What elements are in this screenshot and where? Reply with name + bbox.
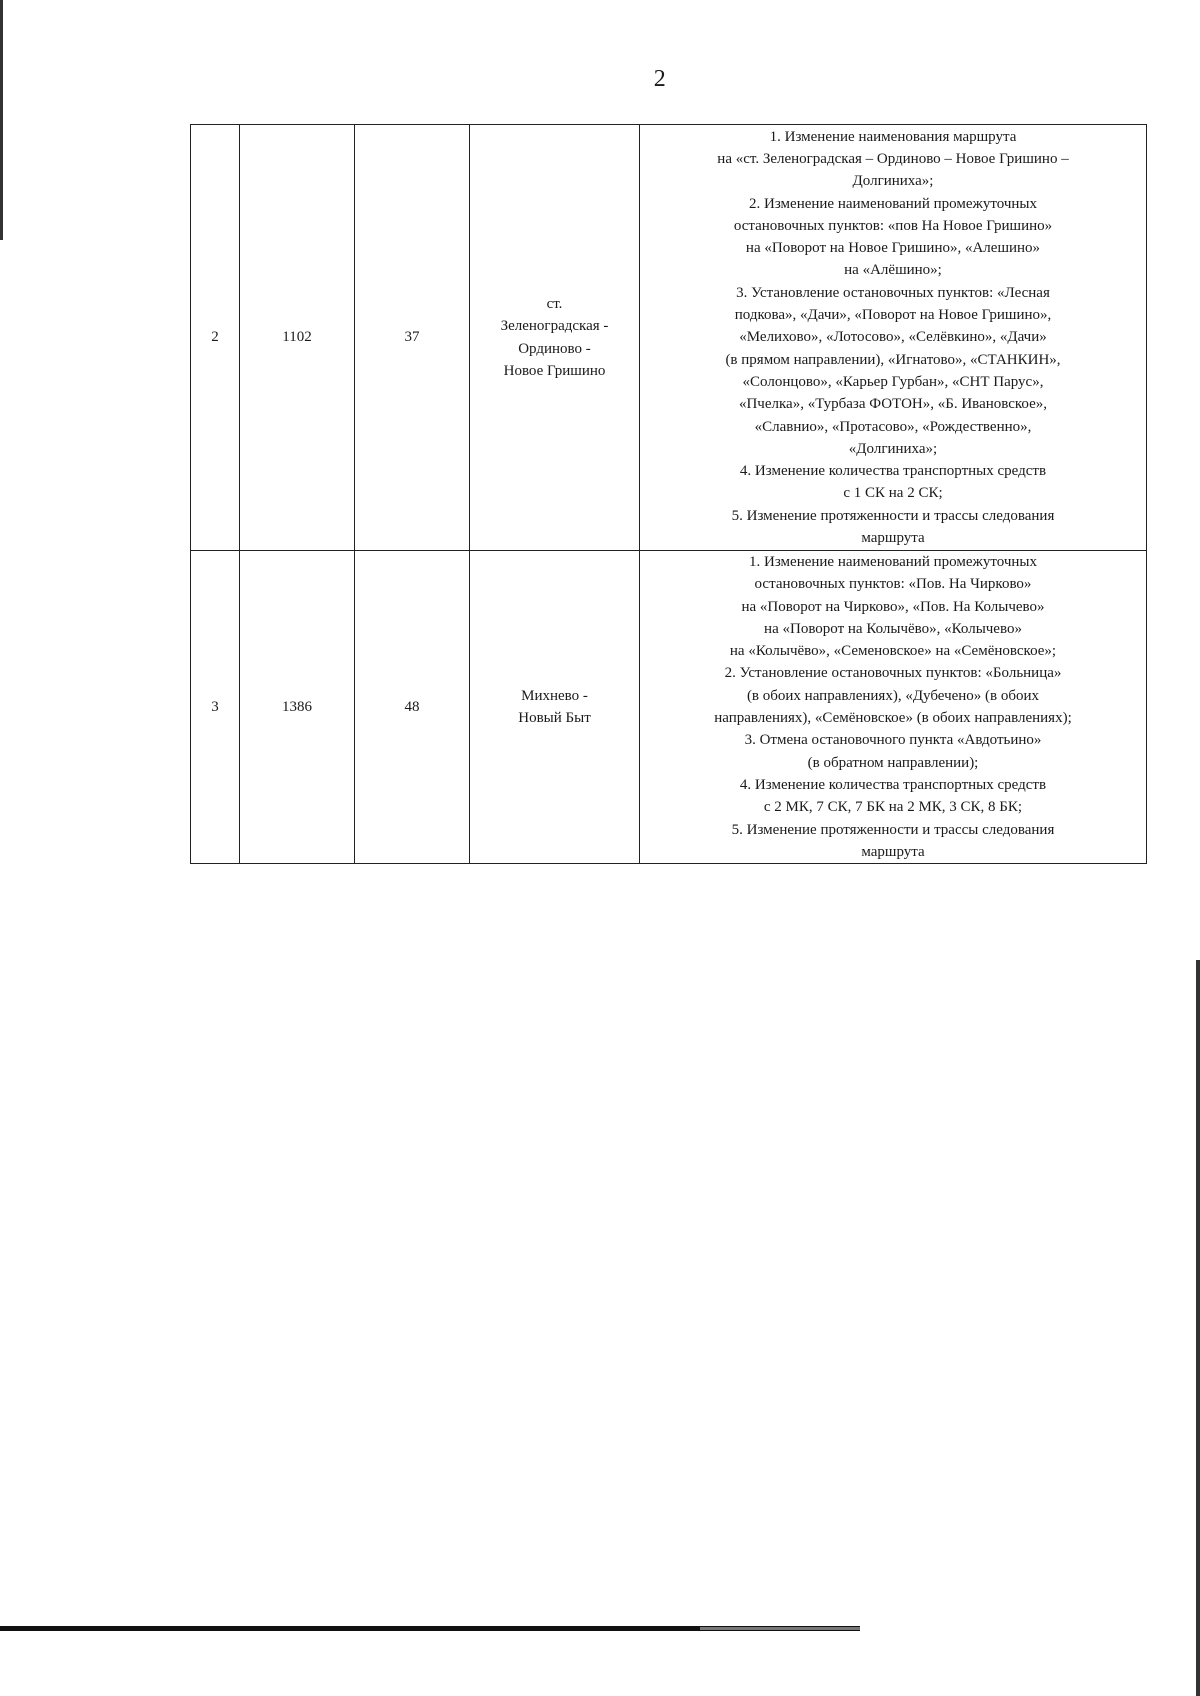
row-number-cell: 2: [191, 125, 240, 551]
description-line: на «Поворот на Чирково», «Пов. На Колычево»: [741, 598, 1045, 615]
description-line: (в прямом направлении), «Игнатово», «СТАНКИН»,: [725, 351, 1061, 368]
description-line: остановочных пунктов: «пов На Новое Гришино»: [733, 217, 1053, 234]
description-line: (в обоих направлениях), «Дубечено» (в обоих: [746, 687, 1040, 704]
description-line: 1. Изменение наименования маршрута: [769, 128, 1017, 145]
route-name-line: ст.: [546, 295, 563, 312]
route-name-cell: [470, 551, 640, 864]
description-line: 5. Изменение протяженности и трассы следования: [731, 507, 1055, 524]
route-number-cell: 48: [355, 551, 470, 864]
table-row: [191, 551, 1147, 864]
description-line: «Долгиниха»;: [848, 440, 938, 457]
description-line: на «Поворот на Новое Гришино», «Алешино»: [745, 240, 1041, 257]
description-line: «Славнио», «Протасово», «Рождественно»,: [754, 418, 1032, 435]
description-line: с 1 СК на 2 СК;: [843, 485, 943, 502]
registry-code-cell: 1386: [240, 551, 355, 864]
description-line: 2. Установление остановочных пунктов: «Больница»: [724, 665, 1062, 682]
description-line: «Пчелка», «Турбаза ФОТОН», «Б. Ивановское»,: [738, 396, 1048, 413]
description-line: 2. Изменение наименований промежуточных: [749, 195, 1037, 212]
description-line: направлениях), «Семёновское» (в обоих направлениях);: [714, 710, 1072, 727]
description-line: «Мелихово», «Лотосово», «Селёвкино», «Дачи»: [739, 329, 1047, 346]
description-line: маршрута: [861, 843, 925, 860]
description-line: 1. Изменение наименований промежуточных: [749, 554, 1037, 570]
description-line: 3. Отмена остановочного пункта «Авдотьино»: [744, 732, 1042, 749]
description-line: 4. Изменение количества транспортных средств: [739, 463, 1047, 480]
description-line: остановочных пунктов: «Пов. На Чирково»: [754, 576, 1032, 593]
description-line: 3. Установление остановочных пунктов: «Лесная: [736, 284, 1050, 301]
route-name-cell: [470, 125, 640, 551]
description-line: на «Алёшино»;: [844, 262, 942, 279]
page-number: 2: [653, 66, 667, 92]
description-line: (в обратном направлении);: [807, 754, 979, 771]
route-name-line: Зеленоградская -: [500, 318, 609, 335]
scan-artifact-fade: [700, 1627, 860, 1630]
route-name-line: Михнево -: [521, 687, 588, 704]
changes-description-cell: [640, 551, 1147, 864]
route-name-line: Новый Быт: [518, 710, 591, 727]
description-line: 5. Изменение протяженности и трассы следования: [731, 821, 1055, 838]
route-name-line: Новое Гришино: [503, 362, 606, 379]
scan-edge-right: [1196, 960, 1200, 1696]
routes-table: [190, 124, 1147, 864]
route-number-cell: 37: [355, 125, 470, 551]
scan-edge-left: [0, 0, 3, 240]
description-line: подкова», «Дачи», «Поворот на Новое Гришино»,: [734, 307, 1052, 324]
changes-description-cell: [640, 125, 1147, 551]
description-line: 4. Изменение количества транспортных средств: [739, 776, 1047, 793]
description-line: на «Колычёво», «Семеновское» на «Семёновское»;: [729, 643, 1057, 660]
registry-code-cell: 1102: [240, 125, 355, 551]
table-row: [191, 125, 1147, 551]
description-line: с 2 МК, 7 СК, 7 БК на 2 МК, 3 СК, 8 БК;: [763, 799, 1023, 816]
row-number-cell: 3: [191, 551, 240, 864]
description-line: маршрута: [861, 530, 925, 547]
description-line: на «Поворот на Колычёво», «Колычево»: [764, 620, 1022, 637]
route-name-line: Ординово -: [518, 340, 591, 357]
description-line: «Солонцово», «Карьер Гурбан», «СНТ Парус»,: [742, 373, 1044, 390]
description-line: на «ст. Зеленоградская – Ординово – Новое Гришино –: [717, 150, 1069, 167]
description-line: Долгиниха»;: [852, 173, 934, 190]
